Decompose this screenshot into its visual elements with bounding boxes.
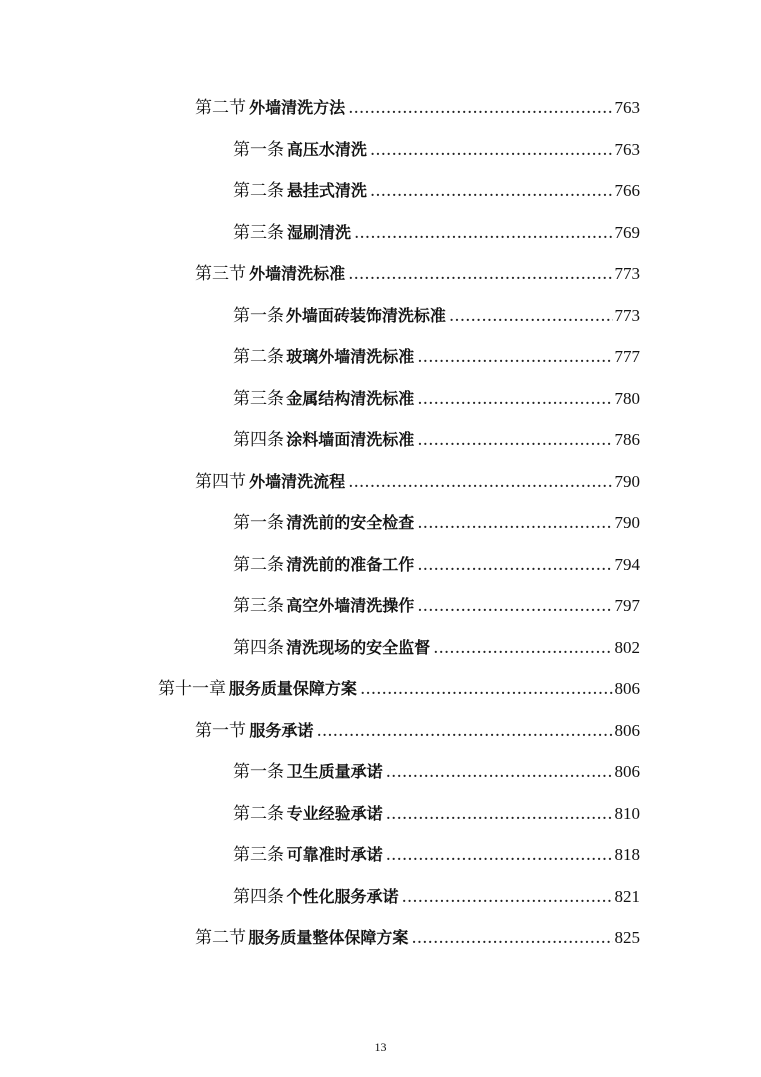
toc-entry-number: 第一条 <box>233 762 284 782</box>
toc-entry[interactable] <box>195 719 640 743</box>
toc-entry-title: 湿刷清洗 <box>286 223 351 242</box>
toc-entry-page: 802 <box>614 638 640 657</box>
toc-leader-dots <box>417 511 612 535</box>
toc-entry-page: 777 <box>614 347 640 366</box>
toc-leader-dots <box>417 553 612 577</box>
toc-entry-number: 第一条 <box>233 513 284 533</box>
page-number: 13 <box>374 1040 387 1054</box>
toc-leader-dots <box>348 262 612 286</box>
toc-entry-number: 第二条 <box>233 804 284 824</box>
toc-entry-number: 第三条 <box>233 845 284 865</box>
toc-entry-title: 卫生质量承诺 <box>286 762 383 781</box>
toc-entry-title: 外墙面砖装饰清洗标准 <box>285 306 446 325</box>
toc-entry-title: 专业经验承诺 <box>286 804 383 823</box>
toc-entry-number: 第二条 <box>233 555 284 575</box>
toc-leader-dots <box>360 677 613 701</box>
toc-leader-dots <box>354 221 613 245</box>
toc-entry-title: 清洗前的准备工作 <box>286 555 415 574</box>
toc-leader-dots <box>411 926 612 950</box>
toc-leader-dots <box>417 387 612 411</box>
toc-leader-dots <box>386 802 613 826</box>
toc-entry-number: 第四条 <box>233 638 284 658</box>
toc-entry-page: 790 <box>614 513 640 532</box>
toc-leader-dots <box>370 179 613 203</box>
toc-entry[interactable] <box>195 96 640 120</box>
toc-entry-title: 服务承诺 <box>249 721 314 740</box>
toc-entry-page: 773 <box>614 264 640 283</box>
toc-entry[interactable] <box>233 553 640 577</box>
toc-leader-dots <box>449 304 613 328</box>
toc-entry-title: 金属结构清洗标准 <box>286 389 415 408</box>
toc-entry-number: 第四条 <box>233 887 284 907</box>
toc-leader-dots <box>386 843 613 867</box>
toc-entry-title: 外墙清洗标准 <box>249 264 346 283</box>
toc-entry-page: 773 <box>614 306 640 325</box>
toc-entry[interactable] <box>195 470 640 494</box>
toc-entry-title: 清洗前的安全检查 <box>286 513 415 532</box>
toc-entry-page: 821 <box>614 887 640 906</box>
toc-entry-page: 806 <box>614 721 640 740</box>
toc-entry[interactable] <box>233 511 640 535</box>
toc-leader-dots <box>433 636 612 660</box>
toc-entry[interactable] <box>233 594 640 618</box>
toc-leader-dots <box>417 345 612 369</box>
toc-entry-page: 769 <box>614 223 640 242</box>
toc-entry-number: 第三条 <box>233 389 284 409</box>
toc-entry[interactable] <box>233 760 640 784</box>
toc-entry-number: 第二节 <box>195 98 246 118</box>
toc-entry-title: 清洗现场的安全监督 <box>286 638 431 657</box>
toc-entry-number: 第二条 <box>233 181 284 201</box>
toc-entry-title: 涂料墙面清洗标准 <box>286 430 415 449</box>
toc-entry-title: 外墙清洗流程 <box>249 472 346 491</box>
toc-entry[interactable] <box>195 926 640 950</box>
toc-entry[interactable] <box>233 345 640 369</box>
toc-entry-page: 818 <box>614 845 640 864</box>
toc-entry[interactable] <box>233 843 640 867</box>
toc-entry-number: 第一节 <box>195 721 246 741</box>
toc-entry-number: 第三节 <box>195 264 246 284</box>
toc-entry-page: 780 <box>614 389 640 408</box>
toc-entry[interactable] <box>158 677 640 701</box>
toc-leader-dots <box>386 760 613 784</box>
toc-entry-number: 第二节 <box>195 928 246 948</box>
toc-entry-number: 第三条 <box>233 223 284 243</box>
toc-entry-number: 第二条 <box>233 347 284 367</box>
toc-entry-title: 高空外墙清洗操作 <box>286 596 415 615</box>
toc-entry-number: 第四节 <box>195 472 246 492</box>
toc-entry-page: 763 <box>614 140 640 159</box>
toc-leader-dots <box>417 594 612 618</box>
toc-entry[interactable] <box>233 802 640 826</box>
toc-entry-number: 第一条 <box>233 306 284 326</box>
toc-entry[interactable] <box>233 885 640 909</box>
toc-leader-dots <box>401 885 612 909</box>
toc-leader-dots <box>370 138 613 162</box>
toc-entry-page: 810 <box>614 804 640 823</box>
toc-entry-page: 794 <box>614 555 640 574</box>
toc-entry[interactable] <box>233 179 640 203</box>
toc-entry[interactable] <box>233 387 640 411</box>
toc-entry-page: 806 <box>614 762 640 781</box>
toc-entry-title: 服务质量整体保障方案 <box>248 928 409 947</box>
toc-entry[interactable] <box>195 262 640 286</box>
toc-entry-title: 玻璃外墙清洗标准 <box>286 347 415 366</box>
toc-entry-page: 786 <box>614 430 640 449</box>
toc-entry-number: 第一条 <box>233 140 284 160</box>
toc-entry-title: 高压水清洗 <box>286 140 367 159</box>
toc-entry-page: 825 <box>614 928 640 947</box>
toc-entry-number: 第三条 <box>233 596 284 616</box>
toc-entry[interactable] <box>233 636 640 660</box>
toc-entry-title: 外墙清洗方法 <box>249 98 346 117</box>
toc-leader-dots <box>316 719 612 743</box>
toc-entry-number: 第四条 <box>233 430 284 450</box>
toc-entry-page: 790 <box>614 472 640 491</box>
toc-leader-dots <box>348 470 612 494</box>
toc-entry-page: 763 <box>614 98 640 117</box>
toc-entry-page: 806 <box>614 679 640 698</box>
toc-entry[interactable] <box>233 138 640 162</box>
toc-entry-title: 个性化服务承诺 <box>286 887 399 906</box>
toc-entry[interactable] <box>233 221 640 245</box>
toc-entry-title: 悬挂式清洗 <box>286 181 367 200</box>
toc-entry[interactable] <box>233 428 640 452</box>
toc-entry-page: 766 <box>614 181 640 200</box>
toc-entry[interactable] <box>233 304 640 328</box>
toc-entry-number: 第十一章 <box>158 679 226 699</box>
toc-leader-dots <box>348 96 612 120</box>
toc-leader-dots <box>417 428 612 452</box>
toc-entry-title: 服务质量保障方案 <box>228 679 357 698</box>
toc-entry-page: 797 <box>614 596 640 615</box>
toc-entry-title: 可靠准时承诺 <box>286 845 383 864</box>
